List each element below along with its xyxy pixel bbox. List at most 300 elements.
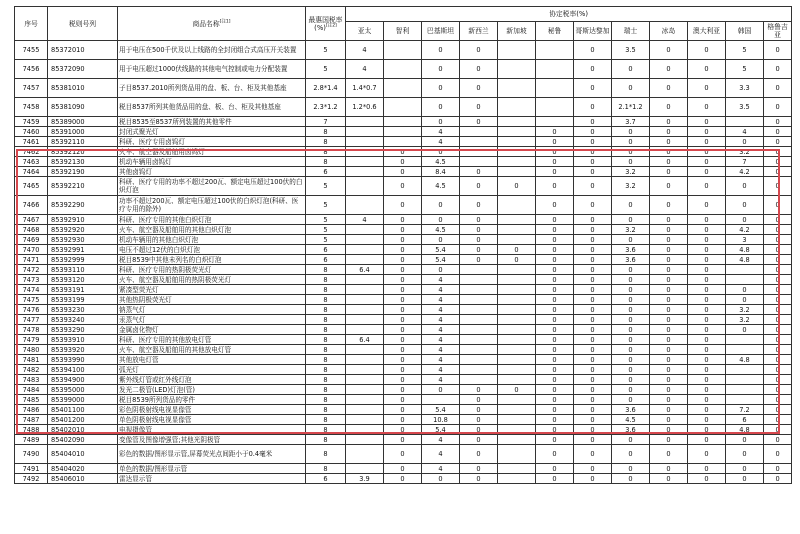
cell-rate [346, 315, 384, 325]
cell-rate [498, 435, 536, 445]
cell-rate: 0 [764, 225, 792, 235]
cell-rate: 0 [764, 275, 792, 285]
cell-rate: 0 [688, 315, 726, 325]
cell-rate: 0 [650, 474, 688, 484]
cell-rate [536, 60, 574, 79]
cell-rate: 0 [536, 425, 574, 435]
cell-rate: 0 [460, 225, 498, 235]
cell-rate [460, 127, 498, 137]
cell-rate: 0 [384, 405, 422, 415]
cell-name: 税目8539中其他未列名的白炽灯泡 [118, 255, 306, 265]
cell-rate: 0 [536, 415, 574, 425]
cell-rate: 4.5 [422, 157, 460, 167]
cell-rate: 0 [574, 127, 612, 137]
cell-rate: 0 [764, 395, 792, 405]
cell-rate: 0 [688, 305, 726, 315]
table-row [15, 405, 792, 415]
cell-rate: 0 [422, 60, 460, 79]
cell-rate: 0 [384, 365, 422, 375]
cell-rate: 0 [612, 445, 650, 464]
cell-rate: 0 [460, 245, 498, 255]
cell-rate: 0 [422, 79, 460, 98]
cell-rate: 0 [574, 325, 612, 335]
cell-rate: 0 [422, 474, 460, 484]
cell-rate: 0 [764, 265, 792, 275]
cell-rate: 0 [764, 60, 792, 79]
cell-rate: 4 [422, 305, 460, 315]
cell-mfn: 5 [306, 177, 346, 196]
cell-rate [346, 235, 384, 245]
cell-rate: 0 [764, 305, 792, 315]
header-mfn-note: [注2] [325, 23, 337, 29]
cell-rate: 7.2 [726, 405, 764, 415]
table-row [15, 117, 792, 127]
cell-rate: 0 [688, 265, 726, 275]
cell-rate: 0 [764, 335, 792, 345]
cell-seq: 7481 [15, 355, 48, 365]
cell-rate: 0 [726, 325, 764, 335]
cell-rate: 0 [688, 405, 726, 415]
cell-rate: 0 [384, 157, 422, 167]
cell-rate: 0 [536, 157, 574, 167]
cell-seq: 7466 [15, 196, 48, 215]
cell-rate: 0 [650, 375, 688, 385]
cell-mfn: 8 [306, 375, 346, 385]
cell-rate: 0 [574, 196, 612, 215]
cell-code: 85401100 [48, 405, 118, 415]
cell-rate: 0 [536, 345, 574, 355]
table-row [15, 425, 792, 435]
cell-name: 雷达显示管 [118, 474, 306, 484]
cell-rate [498, 265, 536, 275]
table-row [15, 196, 792, 215]
cell-mfn: 8 [306, 305, 346, 315]
cell-rate: 0 [536, 385, 574, 395]
cell-rate: 0 [498, 385, 536, 395]
cell-rate: 0 [460, 255, 498, 265]
cell-rate: 4.8 [726, 425, 764, 435]
cell-mfn: 8 [306, 335, 346, 345]
cell-rate: 0 [574, 385, 612, 395]
cell-name: 火车、航空器及船舶用的其他白炽灯泡 [118, 225, 306, 235]
cell-rate: 5.4 [422, 425, 460, 435]
cell-rate: 0 [460, 435, 498, 445]
table-row [15, 127, 792, 137]
cell-rate: 3.2 [726, 305, 764, 315]
cell-rate: 6.4 [346, 265, 384, 275]
table-row [15, 415, 792, 425]
cell-rate: 0 [574, 435, 612, 445]
cell-rate: 0 [612, 215, 650, 225]
cell-seq: 7476 [15, 305, 48, 315]
cell-rate: 3 [726, 235, 764, 245]
cell-rate: 0 [574, 41, 612, 60]
cell-rate [726, 275, 764, 285]
cell-rate: 0 [536, 315, 574, 325]
cell-code: 85393910 [48, 335, 118, 345]
table-row [15, 375, 792, 385]
cell-code: 85393191 [48, 285, 118, 295]
cell-rate [498, 415, 536, 425]
cell-rate: 0 [498, 177, 536, 196]
cell-name: 其他放电灯管 [118, 355, 306, 365]
cell-rate: 0 [384, 225, 422, 235]
cell-rate [346, 245, 384, 255]
cell-rate: 0 [688, 177, 726, 196]
cell-name: 火车、航空器及船舶用的其他放电灯管 [118, 345, 306, 355]
cell-rate: 0 [574, 295, 612, 305]
cell-rate: 0 [612, 147, 650, 157]
cell-mfn: 5 [306, 225, 346, 235]
cell-rate: 0 [460, 405, 498, 415]
cell-rate [498, 325, 536, 335]
cell-name: 子目8537.2010所列货品用的盘、板、台、柜及其他基座 [118, 79, 306, 98]
cell-rate [346, 167, 384, 177]
cell-rate: 0 [384, 315, 422, 325]
cell-rate [498, 41, 536, 60]
cell-name: 用于电压超过1000伏线路的其他电气控制或电力分配装置 [118, 60, 306, 79]
cell-rate [498, 315, 536, 325]
cell-rate: 5.4 [422, 245, 460, 255]
cell-rate: 0 [650, 415, 688, 425]
cell-name: 功率不超过200瓦、额定电压超过100伏的白炽灯泡(科研、医疗专用的除外) [118, 196, 306, 215]
cell-rate: 0 [764, 385, 792, 395]
cell-rate: 5 [726, 60, 764, 79]
cell-rate: 0 [764, 98, 792, 117]
cell-name: 火车、航空器及船舶用卤钨灯 [118, 147, 306, 157]
header-code: 税则号列 [48, 7, 118, 41]
cell-rate: 0 [574, 137, 612, 147]
cell-seq: 7467 [15, 215, 48, 225]
table-row [15, 385, 792, 395]
cell-rate: 0 [688, 137, 726, 147]
cell-seq: 7455 [15, 41, 48, 60]
cell-mfn: 5 [306, 41, 346, 60]
cell-rate: 0 [688, 196, 726, 215]
cell-mfn: 7 [306, 117, 346, 127]
cell-rate: 0 [536, 225, 574, 235]
cell-code: 85392910 [48, 215, 118, 225]
cell-rate [498, 167, 536, 177]
cell-rate: 0 [688, 255, 726, 265]
table-row [15, 445, 792, 464]
cell-rate: 0 [384, 435, 422, 445]
cell-rate: 0 [764, 295, 792, 305]
cell-rate: 0 [574, 60, 612, 79]
cell-rate: 4 [422, 445, 460, 464]
cell-rate: 0 [612, 285, 650, 295]
table-row [15, 147, 792, 157]
cell-rate: 0 [726, 295, 764, 305]
cell-name: 税目8537所列其他货品用的盘、板、台、柜及其他基座 [118, 98, 306, 117]
cell-rate: 0 [574, 255, 612, 265]
cell-rate: 0 [536, 167, 574, 177]
cell-rate: 4.5 [612, 415, 650, 425]
cell-rate: 0 [650, 235, 688, 245]
cell-rate: 0 [650, 425, 688, 435]
cell-name: 机动车辆用卤钨灯 [118, 157, 306, 167]
cell-rate: 0 [536, 285, 574, 295]
cell-rate: 0 [536, 305, 574, 315]
cell-rate [498, 215, 536, 225]
cell-rate: 4 [422, 375, 460, 385]
cell-rate: 0 [688, 295, 726, 305]
cell-rate [346, 285, 384, 295]
cell-rate: 0 [422, 117, 460, 127]
cell-rate: 0 [612, 345, 650, 355]
cell-rate: 0 [574, 415, 612, 425]
cell-rate: 0 [688, 474, 726, 484]
cell-rate: 0 [574, 345, 612, 355]
cell-rate: 0 [536, 464, 574, 474]
table-row [15, 235, 792, 245]
cell-rate [726, 395, 764, 405]
table-row [15, 41, 792, 60]
cell-rate [346, 325, 384, 335]
cell-rate [536, 117, 574, 127]
cell-code: 85389000 [48, 117, 118, 127]
cell-mfn: 8 [306, 415, 346, 425]
cell-rate: 0 [688, 345, 726, 355]
header-row-1 [15, 7, 792, 22]
cell-rate: 0 [688, 335, 726, 345]
cell-rate: 4 [346, 60, 384, 79]
cell-rate [498, 79, 536, 98]
cell-seq: 7486 [15, 405, 48, 415]
cell-seq: 7469 [15, 235, 48, 245]
cell-name: 封闭式聚光灯 [118, 127, 306, 137]
cell-rate: 4 [422, 315, 460, 325]
cell-rate: 0 [764, 215, 792, 225]
cell-rate [346, 225, 384, 235]
cell-rate: 0 [764, 117, 792, 127]
cell-rate: 0 [764, 285, 792, 295]
table-row [15, 325, 792, 335]
cell-code: 85392999 [48, 255, 118, 265]
cell-seq: 7490 [15, 445, 48, 464]
cell-rate: 0 [384, 255, 422, 265]
cell-rate: 0 [688, 41, 726, 60]
cell-seq: 7470 [15, 245, 48, 255]
cell-rate: 3.7 [612, 117, 650, 127]
cell-name: 电视摄像管 [118, 425, 306, 435]
cell-rate: 0 [536, 255, 574, 265]
cell-rate: 0 [574, 157, 612, 167]
cell-rate [726, 335, 764, 345]
tariff-table [14, 6, 792, 484]
cell-rate [536, 41, 574, 60]
cell-seq: 7475 [15, 295, 48, 305]
cell-code: 85402090 [48, 435, 118, 445]
cell-name: 单色的数据/图形显示管 [118, 464, 306, 474]
cell-seq: 7487 [15, 415, 48, 425]
cell-rate: 0 [384, 345, 422, 355]
cell-seq: 7461 [15, 137, 48, 147]
cell-rate: 4 [422, 275, 460, 285]
cell-rate: 4.8 [726, 245, 764, 255]
cell-rate: 0 [498, 255, 536, 265]
cell-rate: 3.6 [612, 405, 650, 415]
cell-rate: 0 [574, 464, 612, 474]
table-row [15, 365, 792, 375]
cell-rate: 0 [764, 127, 792, 137]
cell-rate: 4 [422, 345, 460, 355]
cell-seq: 7479 [15, 335, 48, 345]
cell-rate: 0 [460, 177, 498, 196]
cell-rate: 0 [650, 315, 688, 325]
table-row [15, 275, 792, 285]
cell-rate: 0 [384, 177, 422, 196]
table-row [15, 215, 792, 225]
cell-seq: 7478 [15, 325, 48, 335]
cell-rate [460, 325, 498, 335]
cell-rate: 0 [764, 375, 792, 385]
cell-rate: 0 [612, 275, 650, 285]
cell-code: 85393110 [48, 265, 118, 275]
cell-rate: 3.6 [612, 255, 650, 265]
cell-rate: 0 [384, 474, 422, 484]
cell-rate: 0 [612, 315, 650, 325]
table-row [15, 435, 792, 445]
cell-rate: 4 [422, 464, 460, 474]
cell-rate: 0 [536, 435, 574, 445]
cell-rate: 0 [650, 335, 688, 345]
cell-rate: 0 [764, 445, 792, 464]
cell-code: 85394900 [48, 375, 118, 385]
cell-mfn: 8 [306, 315, 346, 325]
cell-seq: 7488 [15, 425, 48, 435]
cell-rate: 0 [460, 415, 498, 425]
cell-rate: 0 [422, 215, 460, 225]
cell-rate: 0 [764, 147, 792, 157]
cell-rate: 0 [536, 335, 574, 345]
cell-seq: 7456 [15, 60, 48, 79]
cell-rate: 0 [384, 445, 422, 464]
cell-rate: 0 [650, 215, 688, 225]
cell-seq: 7482 [15, 365, 48, 375]
cell-rate: 0 [384, 385, 422, 395]
cell-rate: 0 [688, 355, 726, 365]
header-country: 澳大利亚 [688, 22, 726, 41]
cell-seq: 7484 [15, 385, 48, 395]
cell-rate: 0 [422, 235, 460, 245]
cell-rate: 0 [612, 137, 650, 147]
cell-mfn: 8 [306, 157, 346, 167]
cell-rate: 0 [536, 235, 574, 245]
cell-rate: 0 [574, 445, 612, 464]
cell-rate: 0 [536, 445, 574, 464]
cell-rate: 4 [422, 435, 460, 445]
cell-rate [498, 147, 536, 157]
cell-rate: 0 [384, 395, 422, 405]
cell-name: 科研、医疗专用卤钨灯 [118, 137, 306, 147]
cell-rate: 0 [536, 375, 574, 385]
cell-rate: 0 [422, 41, 460, 60]
cell-mfn: 8 [306, 395, 346, 405]
cell-rate: 0 [612, 474, 650, 484]
cell-rate [346, 385, 384, 395]
header-country: 新西兰 [460, 22, 498, 41]
cell-rate: 0 [612, 305, 650, 315]
cell-rate: 4 [422, 325, 460, 335]
cell-rate [498, 127, 536, 137]
table-row [15, 255, 792, 265]
cell-rate: 0 [422, 147, 460, 157]
cell-seq: 7491 [15, 464, 48, 474]
header-name-text: 商品名称 [192, 19, 220, 28]
cell-rate: 0 [536, 147, 574, 157]
cell-rate: 0 [574, 147, 612, 157]
cell-rate: 0 [384, 415, 422, 425]
cell-rate [346, 405, 384, 415]
cell-rate: 0 [384, 235, 422, 245]
table-row [15, 305, 792, 315]
tariff-sheet [14, 6, 792, 484]
cell-rate: 0 [726, 464, 764, 474]
cell-rate: 3.2 [612, 225, 650, 235]
header-country: 巴基斯坦 [422, 22, 460, 41]
header-mfn-line2: (%) [314, 23, 326, 32]
cell-rate: 0 [688, 127, 726, 137]
cell-rate [498, 405, 536, 415]
cell-rate: 0 [764, 255, 792, 265]
cell-rate: 0 [384, 335, 422, 345]
cell-rate [498, 60, 536, 79]
cell-mfn: 6 [306, 474, 346, 484]
cell-rate: 0 [764, 79, 792, 98]
header-country: 智利 [384, 22, 422, 41]
cell-code: 85404020 [48, 464, 118, 474]
cell-rate: 0 [688, 215, 726, 225]
cell-rate [384, 117, 422, 127]
cell-rate: 0 [650, 355, 688, 365]
cell-rate: 0 [650, 405, 688, 415]
cell-rate [460, 305, 498, 315]
cell-rate: 0 [764, 235, 792, 245]
cell-rate [346, 196, 384, 215]
cell-rate: 0 [574, 117, 612, 127]
cell-rate: 5.4 [422, 405, 460, 415]
cell-rate: 0 [536, 395, 574, 405]
cell-rate [346, 395, 384, 405]
cell-rate [498, 355, 536, 365]
cell-rate: 0 [612, 325, 650, 335]
table-row [15, 157, 792, 167]
cell-rate: 3.5 [612, 41, 650, 60]
cell-name: 火车、航空器及船舶用的热阴极荧光灯 [118, 275, 306, 285]
cell-rate: 0 [536, 177, 574, 196]
cell-rate: 1.4*0.7 [346, 79, 384, 98]
cell-rate [498, 275, 536, 285]
cell-code: 85393230 [48, 305, 118, 315]
cell-rate: 0 [422, 196, 460, 215]
cell-code: 85393240 [48, 315, 118, 325]
cell-name: 电压不超过12伏的白炽灯泡 [118, 245, 306, 255]
cell-rate [460, 157, 498, 167]
cell-rate [498, 196, 536, 215]
cell-rate: 0 [574, 265, 612, 275]
cell-seq: 7459 [15, 117, 48, 127]
cell-rate: 0 [536, 265, 574, 275]
cell-seq: 7489 [15, 435, 48, 445]
cell-name: 弧光灯 [118, 365, 306, 375]
cell-code: 85372090 [48, 60, 118, 79]
table-row [15, 177, 792, 196]
cell-rate [346, 255, 384, 265]
cell-rate [726, 365, 764, 375]
cell-seq: 7492 [15, 474, 48, 484]
cell-rate: 0 [688, 98, 726, 117]
